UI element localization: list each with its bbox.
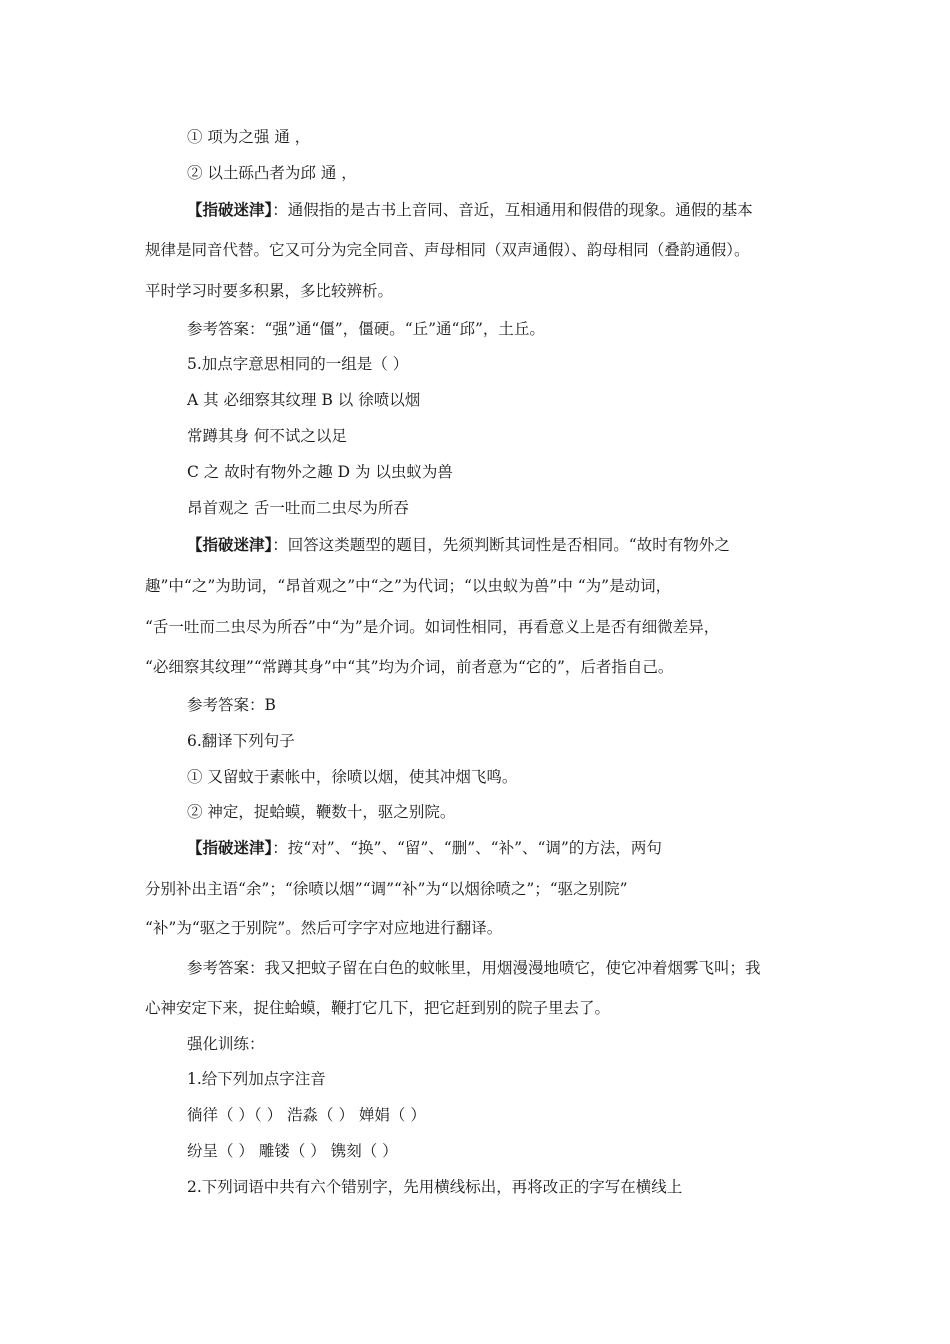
- option-line: C 之 故时有物外之趣 D 为 以虫蚁为兽: [187, 463, 453, 481]
- paragraph-line: “必细察其纹理”“常蹲其身”中“其”均为介词，前者意为“它的”，后者指自己。: [145, 658, 674, 676]
- exercise-line: 纷呈（ ） 雕镂（ ） 镌刻（ ）: [187, 1142, 398, 1160]
- hint-label: 【指破迷津】: [187, 200, 273, 219]
- hint-paragraph-line: [187, 200, 753, 220]
- paragraph-line: 心神安定下来，捉住蛤蟆，鞭打它几下，把它赶到别的院子里去了。: [145, 999, 611, 1017]
- hint-label: 【指破迷津】: [187, 535, 273, 554]
- hint-text: ：按“对”、“换”、“留”、“删”、“补”、“调”的方法，两句: [272, 839, 662, 857]
- option-line: 常蹲其身 何不试之以足: [187, 427, 347, 445]
- sentence-line: ② 神定，捉蛤蟆，鞭数十，驱之别院。: [187, 803, 456, 821]
- paragraph-line: 分别补出主语“余”；“徐喷以烟”“调”“补”为“以烟徐喷之”；“驱之别院”: [145, 880, 628, 898]
- question-title: 5.加点字意思相同的一组是（ ）: [187, 355, 409, 373]
- paragraph-line: “补”为“驱之于别院”。然后可字字对应地进行翻译。: [145, 919, 503, 937]
- hint-text: ：通假指的是古书上音同、音近，互相通用和假借的现象。通假的基本: [272, 201, 753, 219]
- answer-line: 参考答案：B: [187, 696, 276, 714]
- hint-paragraph-line: [187, 535, 730, 555]
- answer-line: 参考答案：我又把蚊子留在白色的蚊帐里，用烟漫漫地喷它，使它冲着烟雾飞叫；我: [187, 959, 761, 977]
- section-heading: 强化训练：: [187, 1035, 265, 1053]
- question-title: 2.下列词语中共有六个错别字，先用横线标出，再将改正的字写在横线上: [187, 1178, 683, 1196]
- question-title: 6.翻译下列句子: [187, 732, 295, 750]
- note-line: ② 以土砾凸者为邱 通 ，: [187, 164, 357, 182]
- paragraph-line: 趣”中“之”为助词，“昂首观之”中“之”为代词；“以虫蚁为兽”中 “为”是动词，: [145, 577, 672, 595]
- paragraph-line: 平时学习时要多积累，多比较辨析。: [145, 282, 394, 300]
- paragraph-line: 规律是同音代替。它又可分为完全同音、声母相同（双声通假）、韵母相同（叠韵通假）。: [145, 241, 750, 259]
- hint-label: 【指破迷津】: [187, 838, 273, 857]
- option-line: 昂首观之 舌一吐而二虫尽为所吞: [187, 499, 409, 517]
- exercise-line: 徜徉（ ）（ ） 浩淼（ ） 婵娟（ ）: [187, 1106, 426, 1124]
- paragraph-line: “舌一吐而二虫尽为所吞”中“为”是介词。如词性相同，再看意义上是否有细微差异，: [145, 618, 720, 636]
- answer-line: 参考答案：“强”通“僵”，僵硬。“丘”通“邱”，土丘。: [187, 320, 545, 338]
- note-line: ① 项为之强 通 ，: [187, 128, 311, 146]
- hint-paragraph-line: [187, 838, 662, 858]
- option-line: A 其 必细察其纹理 B 以 徐喷以烟: [187, 391, 421, 409]
- hint-text: ：回答这类题型的题目，先须判断其词性是否相同。“故时有物外之: [272, 536, 730, 554]
- question-title: 1.给下列加点字注音: [187, 1070, 326, 1088]
- sentence-line: ① 又留蚊于素帐中，徐喷以烟，使其冲烟飞鸣。: [187, 768, 518, 786]
